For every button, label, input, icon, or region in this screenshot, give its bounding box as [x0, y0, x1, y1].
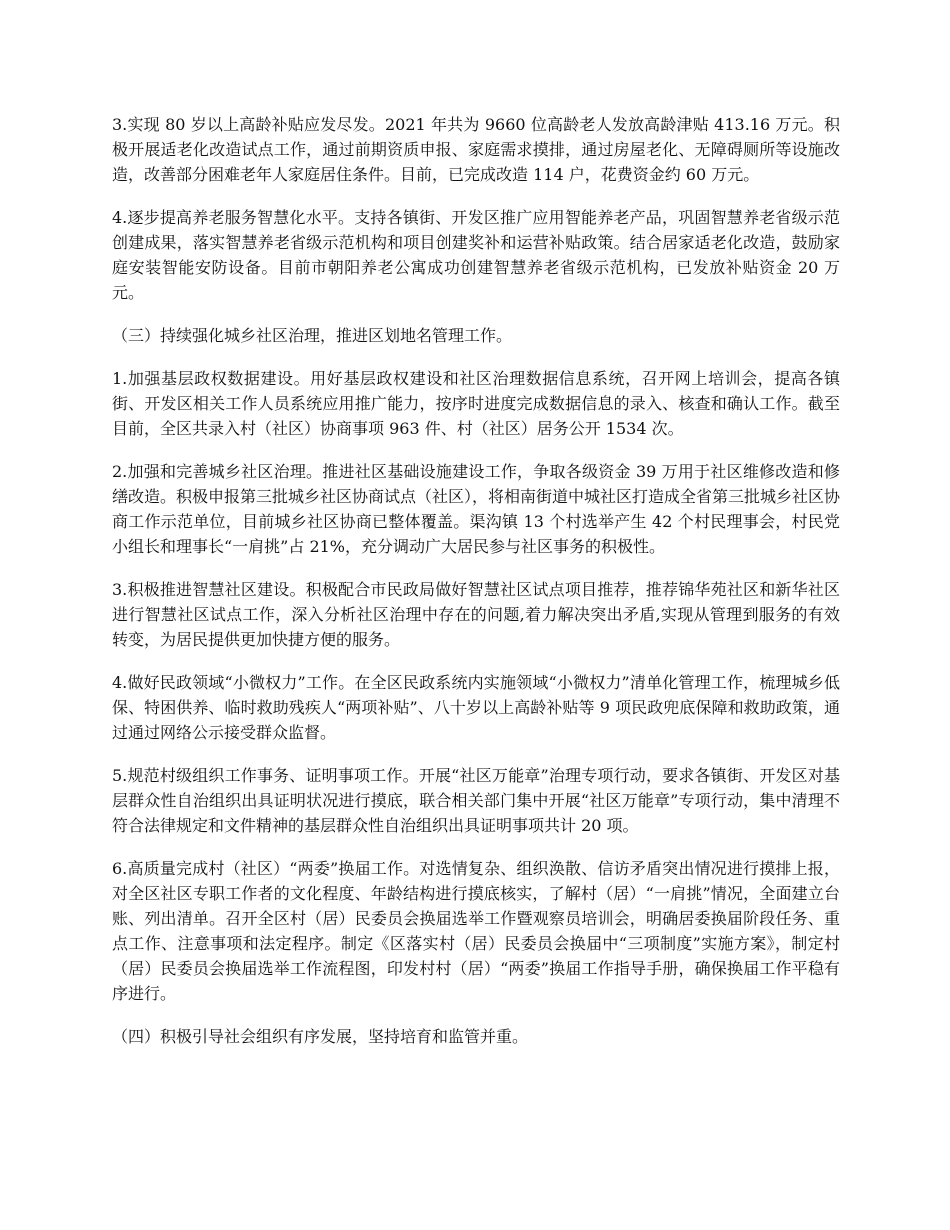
paragraph-elderly-subsidy: 3.实现 80 岁以上高龄补贴应发尽发。2021 年共为 9660 位高龄老人发放高龄津贴 413.16 万元。积极开展适老化改造试点工作，通过前期资质申报、家庭需求摸排，通过房屋老化、无障碍厕所等设施改造，改善部分困难老年人家庭居住条件。目前，已完成改造 114 户，花费资金约 60 万元。: [112, 115, 840, 184]
paragraph-grassroots-data: 1.加强基层政权数据建设。用好基层政权建设和社区治理数据信息系统，召开网上培训会，提高各镇街、开发区相关工作人员系统应用推广能力，按序时进度完成数据信息的录入、核查和确认工作。截至目前，全区共录入村（社区）协商事项 963 件、村（社区）居务公开 1534 次。: [112, 369, 840, 438]
paragraph-community-governance: 2.加强和完善城乡社区治理。推进社区基础设施建设工作，争取各级资金 39 万用于社区维修改造和修缮改造。积极申报第三批城乡社区协商试点（社区），将相南街道中城社区打造成全省第三批城乡社区协商工作示范单位，目前城乡社区协商已整体覆盖。渠沟镇 13 个村选举产生 42 个村民理事会，村民党小组长和理事长“一肩挑”占 21%，充分调动广大居民参与社区事务的积极性。: [112, 462, 841, 556]
document-page: [112, 112, 840, 1067]
paragraph-smart-community: 3.积极推进智慧社区建设。积极配合市民政局做好智慧社区试点项目推荐，推荐锦华苑社区和新华社区进行智慧社区试点工作，深入分析社区治理中存在的问题,着力解决突出矛盾,实现从管理到服务的有效转变，为居民提供更加快捷方便的服务。: [112, 580, 840, 649]
paragraph-certification-matters: 5.规范村级组织工作事务、证明事项工作。开展“社区万能章”治理专项行动，要求各镇街、开发区对基层群众性自治组织出具证明状况进行摸底，联合相关部门集中开展“社区万能章”专项行动，集中清理不符合法律规定和文件精神的基层群众性自治组织出具证明事项共计 20 项。: [112, 766, 840, 835]
paragraph-smart-elderly-care: 4.逐步提高养老服务智慧化水平。支持各镇街、开发区推广应用智能养老产品，巩固智慧养老省级示范创建成果，落实智慧养老省级示范机构和项目创建奖补和运营补贴政策。结合居家适老化改造，鼓励家庭安装智能安防设备。目前市朝阳养老公寓成功创建智慧养老省级示范机构，已发放补贴资金 20 万元。: [112, 208, 840, 302]
paragraph-election: 6.高质量完成村（社区）“两委”换届工作。对选情复杂、组织涣散、信访矛盾突出情况进行摸排上报，对全区社区专职工作者的文化程度、年龄结构进行摸底核实，了解村（居）“一肩挑”情况，全面建立台账、列出清单。召开全区村（居）民委员会换届选举工作暨观察员培训会，明确居委换届阶段任务、重点工作、注意事项和法定程序。制定《区落实村（居）民委员会换届中“三项制度”实施方案》，制定村（居）民委员会换届选举工作流程图，印发村村（居）“两委”换届工作指导手册，确保换届工作平稳有序进行。: [112, 859, 840, 1003]
paragraph-micro-power: 4.做好民政领域“小微权力”工作。在全区民政系统内实施领域“小微权力”清单化管理工作，梳理城乡低保、特困供养、临时救助残疾人“两项补贴”、八十岁以上高龄补贴等 9 项民政兜底保障和救助政策，通过通过网络公示接受群众监督。: [112, 673, 840, 742]
section-heading-social-organizations: （四）积极引导社会组织有序发展，坚持培育和监管并重。: [112, 1027, 529, 1046]
section-heading-community-governance: （三）持续强化城乡社区治理，推进区划地名管理工作。: [112, 326, 513, 345]
